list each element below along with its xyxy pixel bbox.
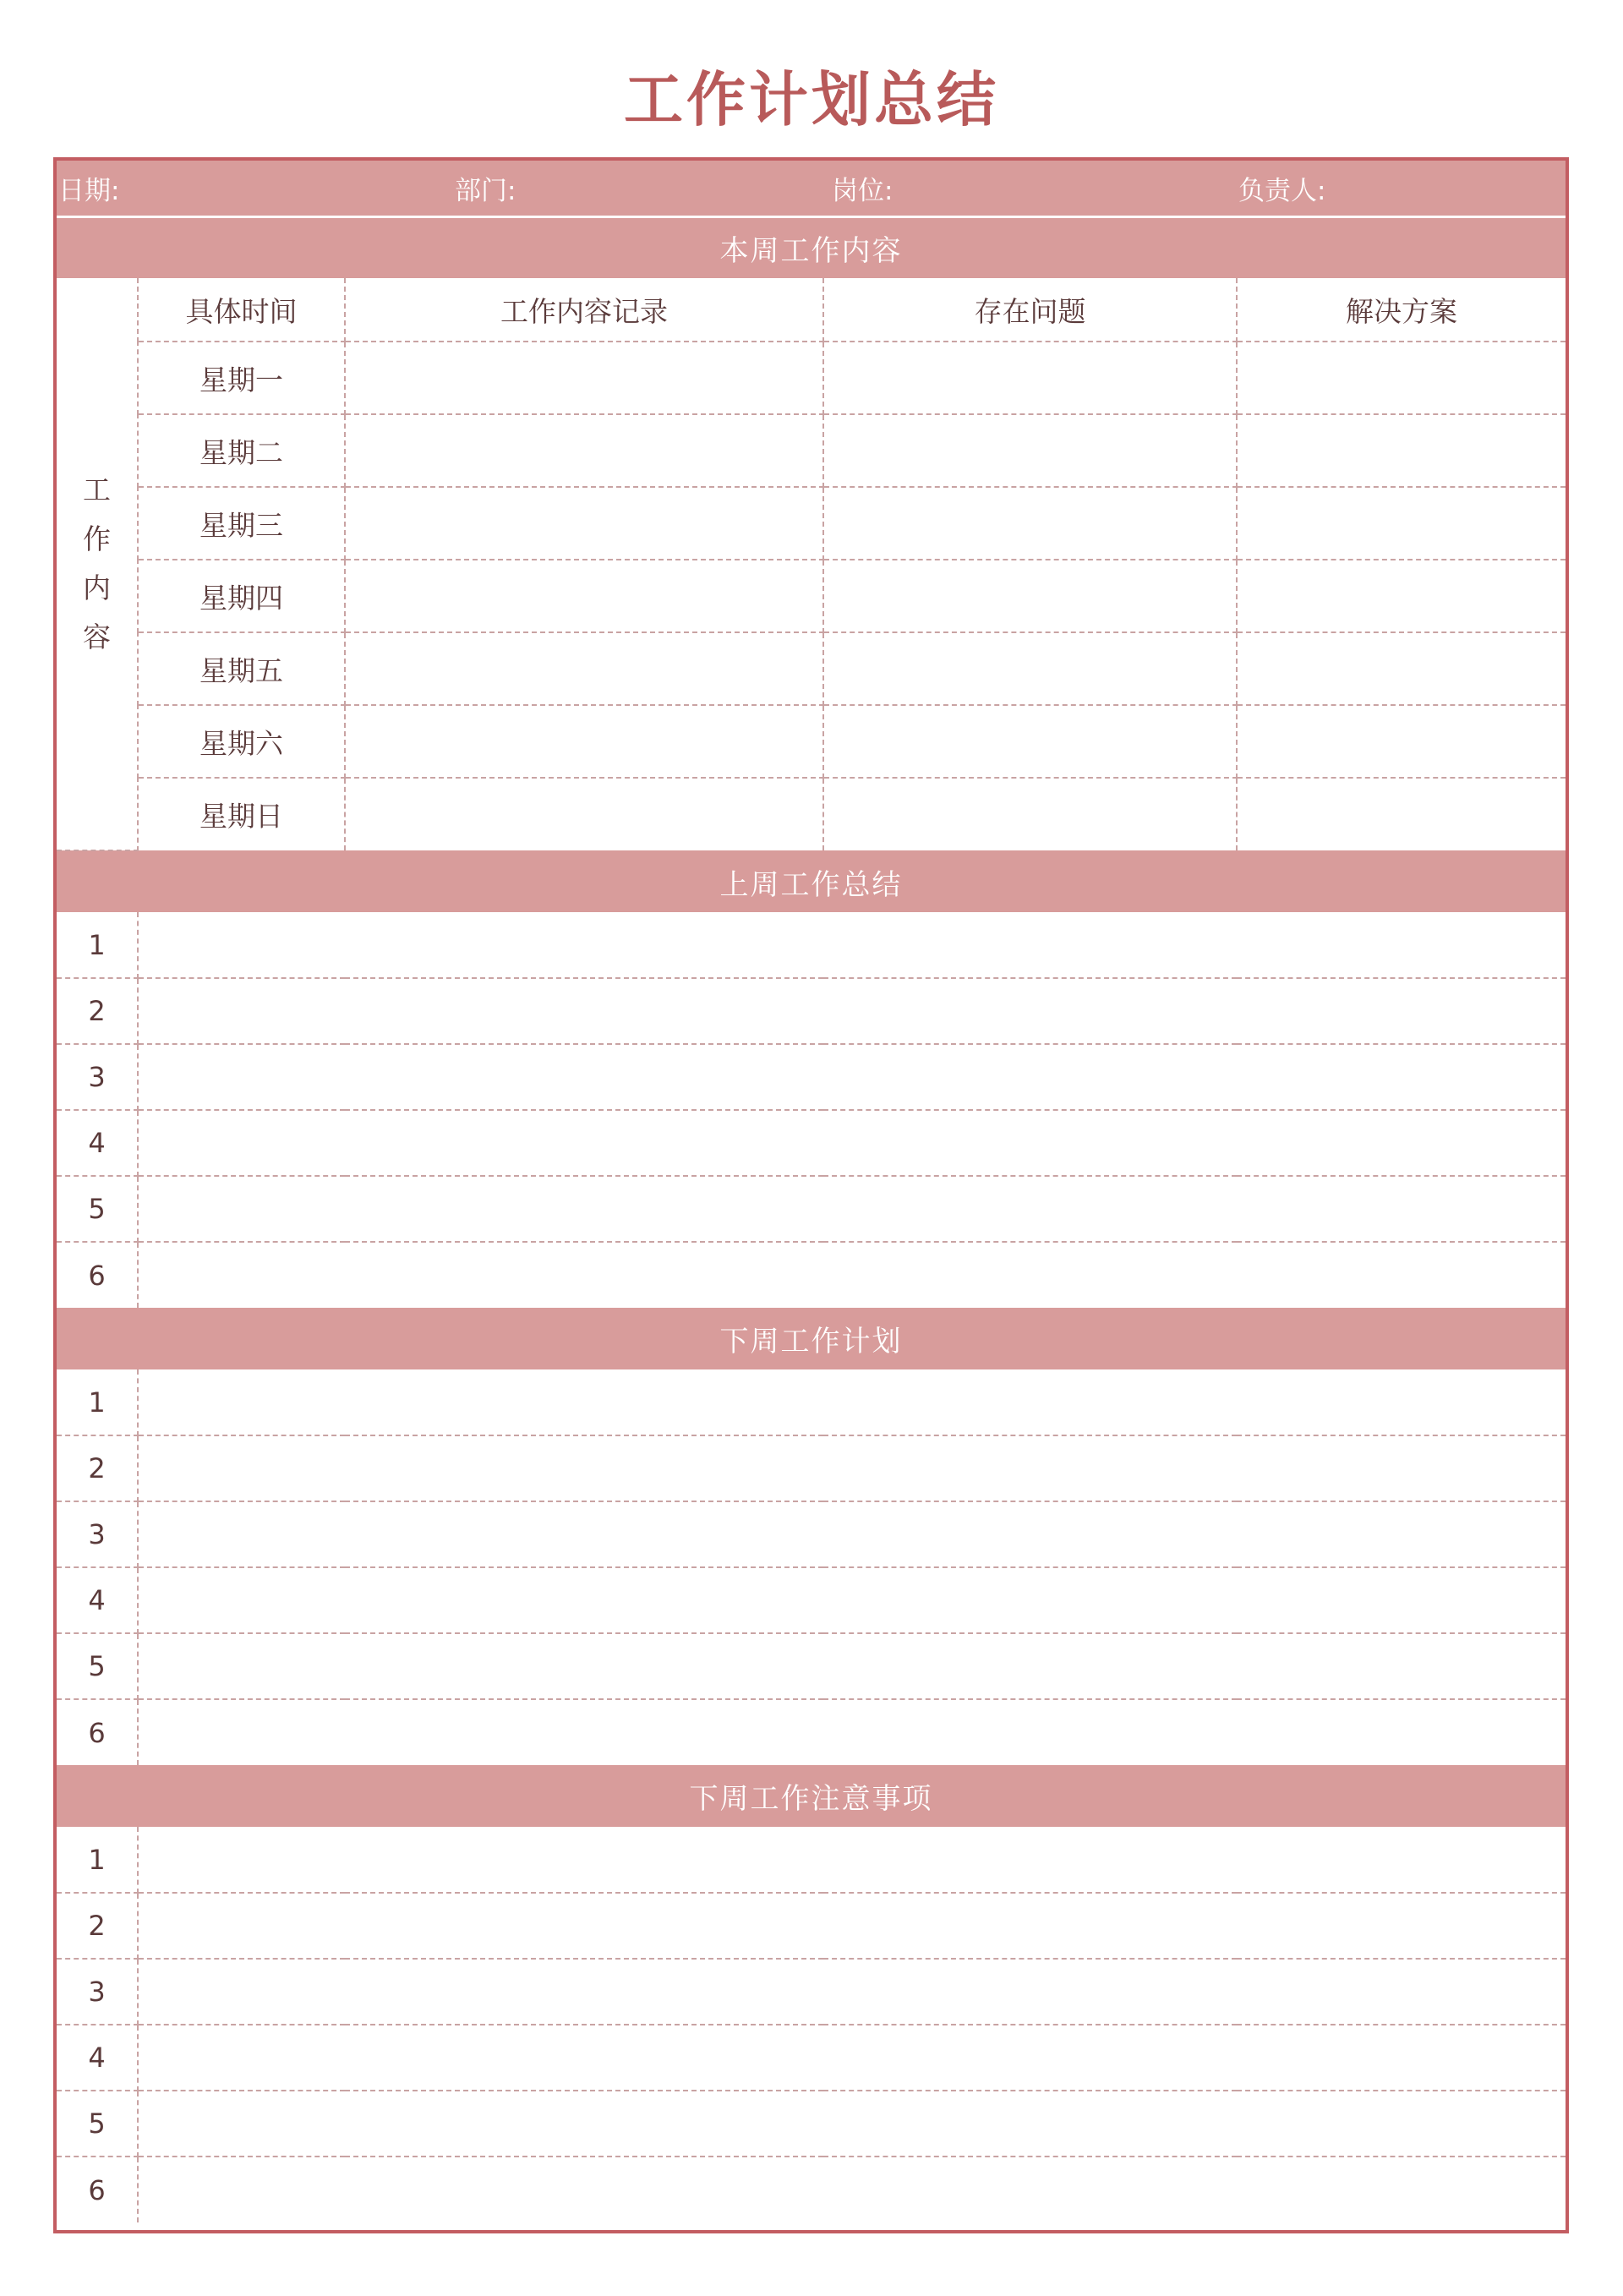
row-number: 1: [57, 1369, 138, 1435]
row-number: 5: [57, 1176, 138, 1242]
column-header-record: 工作内容记录: [345, 278, 823, 342]
section-title-this-week: 本周工作内容: [57, 216, 1566, 278]
row-number: 4: [57, 1110, 138, 1176]
column-header-time: 具体时间: [138, 278, 345, 342]
date-label: 日期:: [58, 175, 120, 206]
day-label: 星期日: [138, 778, 345, 850]
day-label: 星期五: [138, 632, 345, 705]
row-number: 5: [57, 1633, 138, 1699]
row-number: 3: [57, 1044, 138, 1110]
row-number: 5: [57, 2091, 138, 2157]
side-label-char: 内: [83, 571, 111, 604]
day-label: 星期一: [138, 342, 345, 414]
day-label: 星期二: [138, 414, 345, 487]
row-number: 6: [57, 2157, 138, 2222]
row-number: 1: [57, 1827, 138, 1893]
row-number: 6: [57, 1242, 138, 1308]
section-title-last-week-summary: 上周工作总结: [57, 850, 1566, 912]
side-label-char: 容: [83, 620, 111, 653]
row-number: 2: [57, 1893, 138, 1959]
row-number: 4: [57, 1567, 138, 1633]
day-label: 星期六: [138, 705, 345, 778]
day-label: 星期四: [138, 560, 345, 632]
section-title-next-week-notes: 下周工作注意事项: [57, 1765, 1566, 1827]
row-number: 4: [57, 2025, 138, 2091]
page-title: 工作计划总结: [624, 65, 999, 134]
side-label-char: 作: [83, 522, 111, 555]
column-header-issues: 存在问题: [823, 278, 1237, 342]
day-label: 星期三: [138, 487, 345, 560]
row-number: 2: [57, 978, 138, 1044]
form-border: [53, 157, 1569, 2233]
side-label-char: 工: [83, 473, 111, 506]
row-number: 6: [57, 1699, 138, 1765]
row-number: 3: [57, 1959, 138, 2025]
department-label: 部门:: [455, 175, 516, 206]
row-number: 1: [57, 912, 138, 978]
position-label: 岗位:: [832, 175, 893, 206]
owner-label: 负责人:: [1238, 175, 1326, 206]
column-header-solutions: 解决方案: [1237, 278, 1566, 342]
row-number: 3: [57, 1501, 138, 1567]
section-title-next-week-plan: 下周工作计划: [57, 1308, 1566, 1369]
row-number: 2: [57, 1435, 138, 1501]
